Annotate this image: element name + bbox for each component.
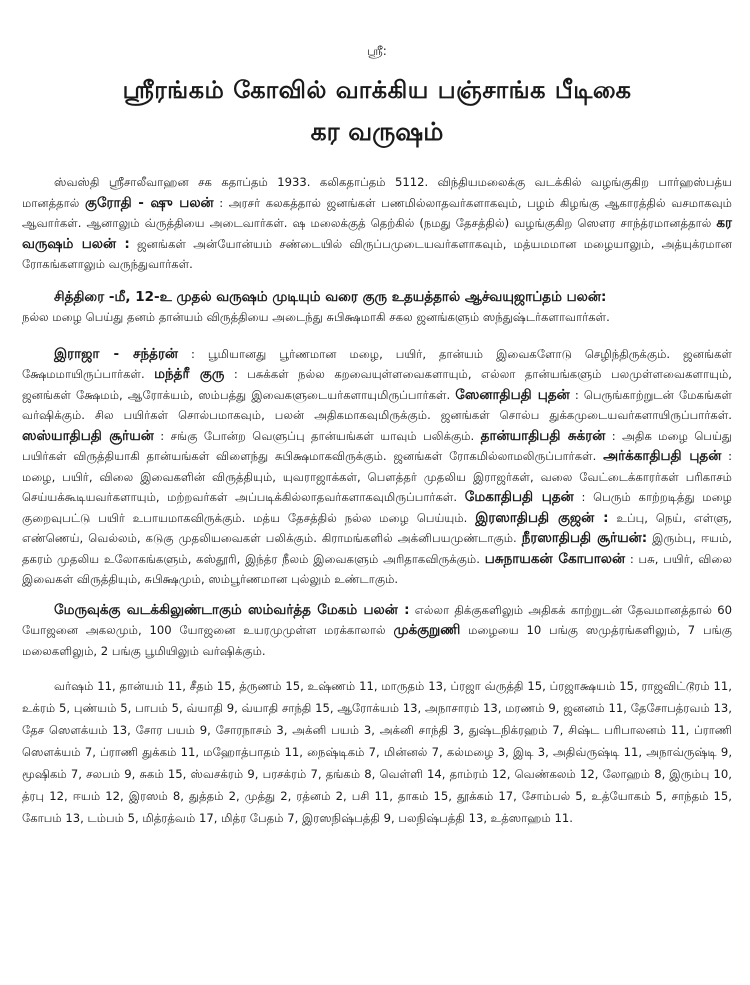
pasunayakan-text: : பசு, பயிர், விலை இவைகள் விருத்தியும், சுபிக்ஷமும், ஸம்பூர்ணமான புல்லும் உண்டாகும். [22,551,733,586]
planetary-rulers-paragraph [22,344,732,590]
meghadhipati-text: : பெரும் காற்றடித்து மழை குறைவுபட்டு பயிர் உபாயமாகவிருக்கும். மத்ய தேசத்தில் நல்ல மழை பெய்யும். [22,490,733,525]
quantities-list-paragraph: வர்ஷம் 11, தான்யம் 11, சீதம் 15, த்ருணம் 15, உஷ்ணம் 11, மாருதம் 13, ப்ரஜா வ்ருத்தி 15, ப்ரஜாக்ஷயம் 15, ராஜவிட்டூரம் 11, உக்ரம் 5, புண்யம் 5, பாபம் 5, வ்யாதி 9, வ்யாதி சாந்தி 15, ஆரோக்யம் 13, அநாசாரம் 13, மரணம் 9, ஜனனம் 11, தேசோபத்ரவம் 13, தேச ஸௌக்யம் 13, சோர பயம் 9, சோரநாசம் 3, அக்னி பயம் 3, அக்னி சாந்தி 3, துஷ்டநிக்ரஹம் 7, சிஷ்ட பரிபாலனம் 11, ப்ராணி ஸௌக்யம் 7, ப்ராணி துக்கம் 11, மஹோத்பாதம் 11, நைஷ்டிகம் 7, மின்னல் 7, கல்மழை 3, இடி 3, அதிவ்ருஷ்டி 11, அநாவ்ருஷ்டி 9, மூஷிகம் 7, சலபம் 9, சுகம் 15, ஸ்வசக்ரம் 9, பரசக்ரம் 7, தங்கம் 8, வெள்ளி 14, தாம்ரம் 12, வெண்கலம் 12, லோஹம் 8, இரும்பு 10, த்ரபு 12, ஈயம் 12, இரஸம் 8, துத்தம் 2, முத்து 2, ரத்னம் 2, பசி 11, தாகம் 15, தூக்கம் 17, சோம்பல் 5, உத்யோகம் 5, சாந்தம் 15, கோபம் 13, டம்பம் 5, மித்ரத்வம் 17, மித்ர பேதம் 7, இரஸநிஷ்பத்தி 9, பலநிஷ்பத்தி 13, உத்ஸாஹம் 11. [22,679,732,825]
nirasadhipati-text: இரும்பு, ஈயம், தகரம் முதலிய உலோகங்களும், கஸ்தூரி, இந்த்ர நீலம் இவைகளும் அரிதாகவிருக்கும். [22,531,732,566]
guru-udaya-body: நல்ல மழை பெய்து தனம் தான்யம் விருத்தியை அடைந்து சுபிக்ஷமாகி சகல ஜனங்களும் ஸந்துஷ்டர்களாவார்கள். [22,310,610,324]
senadhipati-text: : பெருங்காற்றுடன் மேகங்கள் வர்ஷிக்கும். சில பயிர்கள் சொல்பமாகவும், பலன் அதிகமாகவுமிருக்கும். ஜனங்கள் சொல்ப துக்கமுடையவர்களாயிருப்பார்கள். [22,387,732,422]
arghadhipati-text: : மழை, பயிர், விலை இவைகளின் விருத்தியும், யுவராஜாக்கள், பௌத்தர் முதலிய இராஜர்கள், வலை வேட்டைக்காரர்கள் பரிகாசம் செய்யக்கூடியவர்களாயும், மற்றவர்கள் அப்படிக்கில்லாதவர்களாகவுமிருப்பார்கள். [22,449,732,504]
guru-udaya-heading: சித்திரை -மீ, 12-உ முதல் வருஷம் முடியும் வரை குரு உதயத்தால் ஆச்வயுஜாப்தம் பலன்: [54,288,607,305]
raja-text: : பூமியானது பூர்ணமான மழை, பயிர், தான்யம் இவைகளோடு செழிந்திருக்கும். ஜனங்கள் க்ஷேமமாயிருப்பார்கள். [22,346,733,381]
rasadhipati-heading: இரஸாதிபதி குஜன் : [475,509,609,526]
intro-text-3: ஜனங்கள் அன்யோன்யம் சண்டையில் விருப்பமுடையவர்களாகவும், மத்யமமான மழையாலும், அத்யுக்ரமான ரோகங்களாலும் வருந்துவார்கள். [22,236,732,271]
mantri-text: : பசுக்கள் நல்ல கறவையுள்ளவைகளாயும், எல்லா தான்யங்களும் பலமுள்ளவைகளாயும், ஜனங்கள் க்ஷேமம், ஆரோக்யம், ஸம்பத்து இவைகளுடையர்களாயுமிருப்பார்கள். [22,367,732,402]
sasyadhipati-heading: ஸஸ்யாதிபதி சூர்யன் [22,427,154,444]
mukkuruni-label: முக்குறுணி [393,622,461,638]
samvartha-text-1: எல்லா திக்குகளிலும் அதிகக் காற்றுடன் தேவமானத்தால் 60 யோஜனை அகலமும், 100 யோஜனை உயரமுமுள்ள மரக்காலால் [22,602,732,637]
intro-paragraph [22,172,732,275]
page-title: ஸ்ரீரங்கம் கோவில் வாக்கிய பஞ்சாங்க பீடிகை [122,76,632,104]
intro-text-1: ஸ்வஸ்தி ஸ்ரீசாலீவாஹன சக கதாப்தம் 1933. கலிகதாப்தம் 5112. விந்தியமலைக்கு வடக்கில் வழங்குகிற பார்ஹஸ்பத்ய மானத்தால் [22,175,732,210]
krodhi-result-heading: குரோதி - ஷு பலன் [85,194,214,211]
senadhipati-heading: ஸேனாதிபதி புதன் [455,386,570,403]
nirasadhipati-heading: நீரஸாதிபதி சூர்யன்: [521,530,648,546]
rasadhipati-text: உப்பு, நெய், எள்ளு, எண்ணெய், வெல்லம், கடுகு முதலியவைகள் பலிக்கும். கிராமங்களில் அக்னிபயமுண்டாகும். [22,510,732,545]
arghadhipati-heading: அர்க்காதிபதி புதன் [603,448,722,464]
meghadhipati-heading: மேகாதிபதி புதன் [464,489,574,505]
guru-udaya-section [22,287,732,328]
intro-text-2: : அரசர் கலகத்தால் ஜனங்கள் பணமில்லாதவர்களாகவும், பழம் கிழங்கு ஆகாரத்தில் வசமாகவும் ஆவார்கள். ஆனாலும் வ்ருத்தியை அடைவார்கள். ஷ மலைக்குத் தெற்கில் (நமது தேசத்தில்) வழங்குகிற ஸௌர சாந்த்ரமானத்தால் [22,195,732,230]
mantri-heading: மந்த்ரீ குரு [154,366,225,382]
samvartha-text-2: மழையை 10 பங்கு ஸமுத்ரங்களிலும், 7 பங்கு மலைகளிலும், 2 பங்கு பூமியிலும் வர்ஷிக்கும். [22,623,732,658]
samvartha-megham-paragraph [22,600,732,662]
dhanyadhipati-text: : அதிக மழை பெய்து பயிர்கள் விருத்தியாகி தான்யங்கள் விளைந்து சுபிக்ஷமாகவிருக்கும். ஜனங்கள் ரோகமில்லாமலிருப்பார்கள். [22,428,732,463]
samvartha-heading: மேருவுக்கு வடக்கிலுண்டாகும் ஸம்வர்த்த மேகம் பலன் : [54,601,410,618]
kara-year-result-heading: கர வருஷம் பலன் : [22,215,732,252]
pasunayakan-heading: பசுநாயகன் கோபாலன் [484,550,626,567]
dhanyadhipati-heading: தான்யாதிபதி சுக்ரன் [480,427,606,444]
year-title: கர வருஷம் [310,117,444,146]
raja-heading: இராஜா - சந்த்ரன் [54,345,179,362]
invocation: ஸ்ரீ: [367,44,387,58]
sasyadhipati-text: : சங்கு போன்ற வெளுப்பு தான்யங்கள் யாவும் பலிக்கும். [153,428,481,443]
